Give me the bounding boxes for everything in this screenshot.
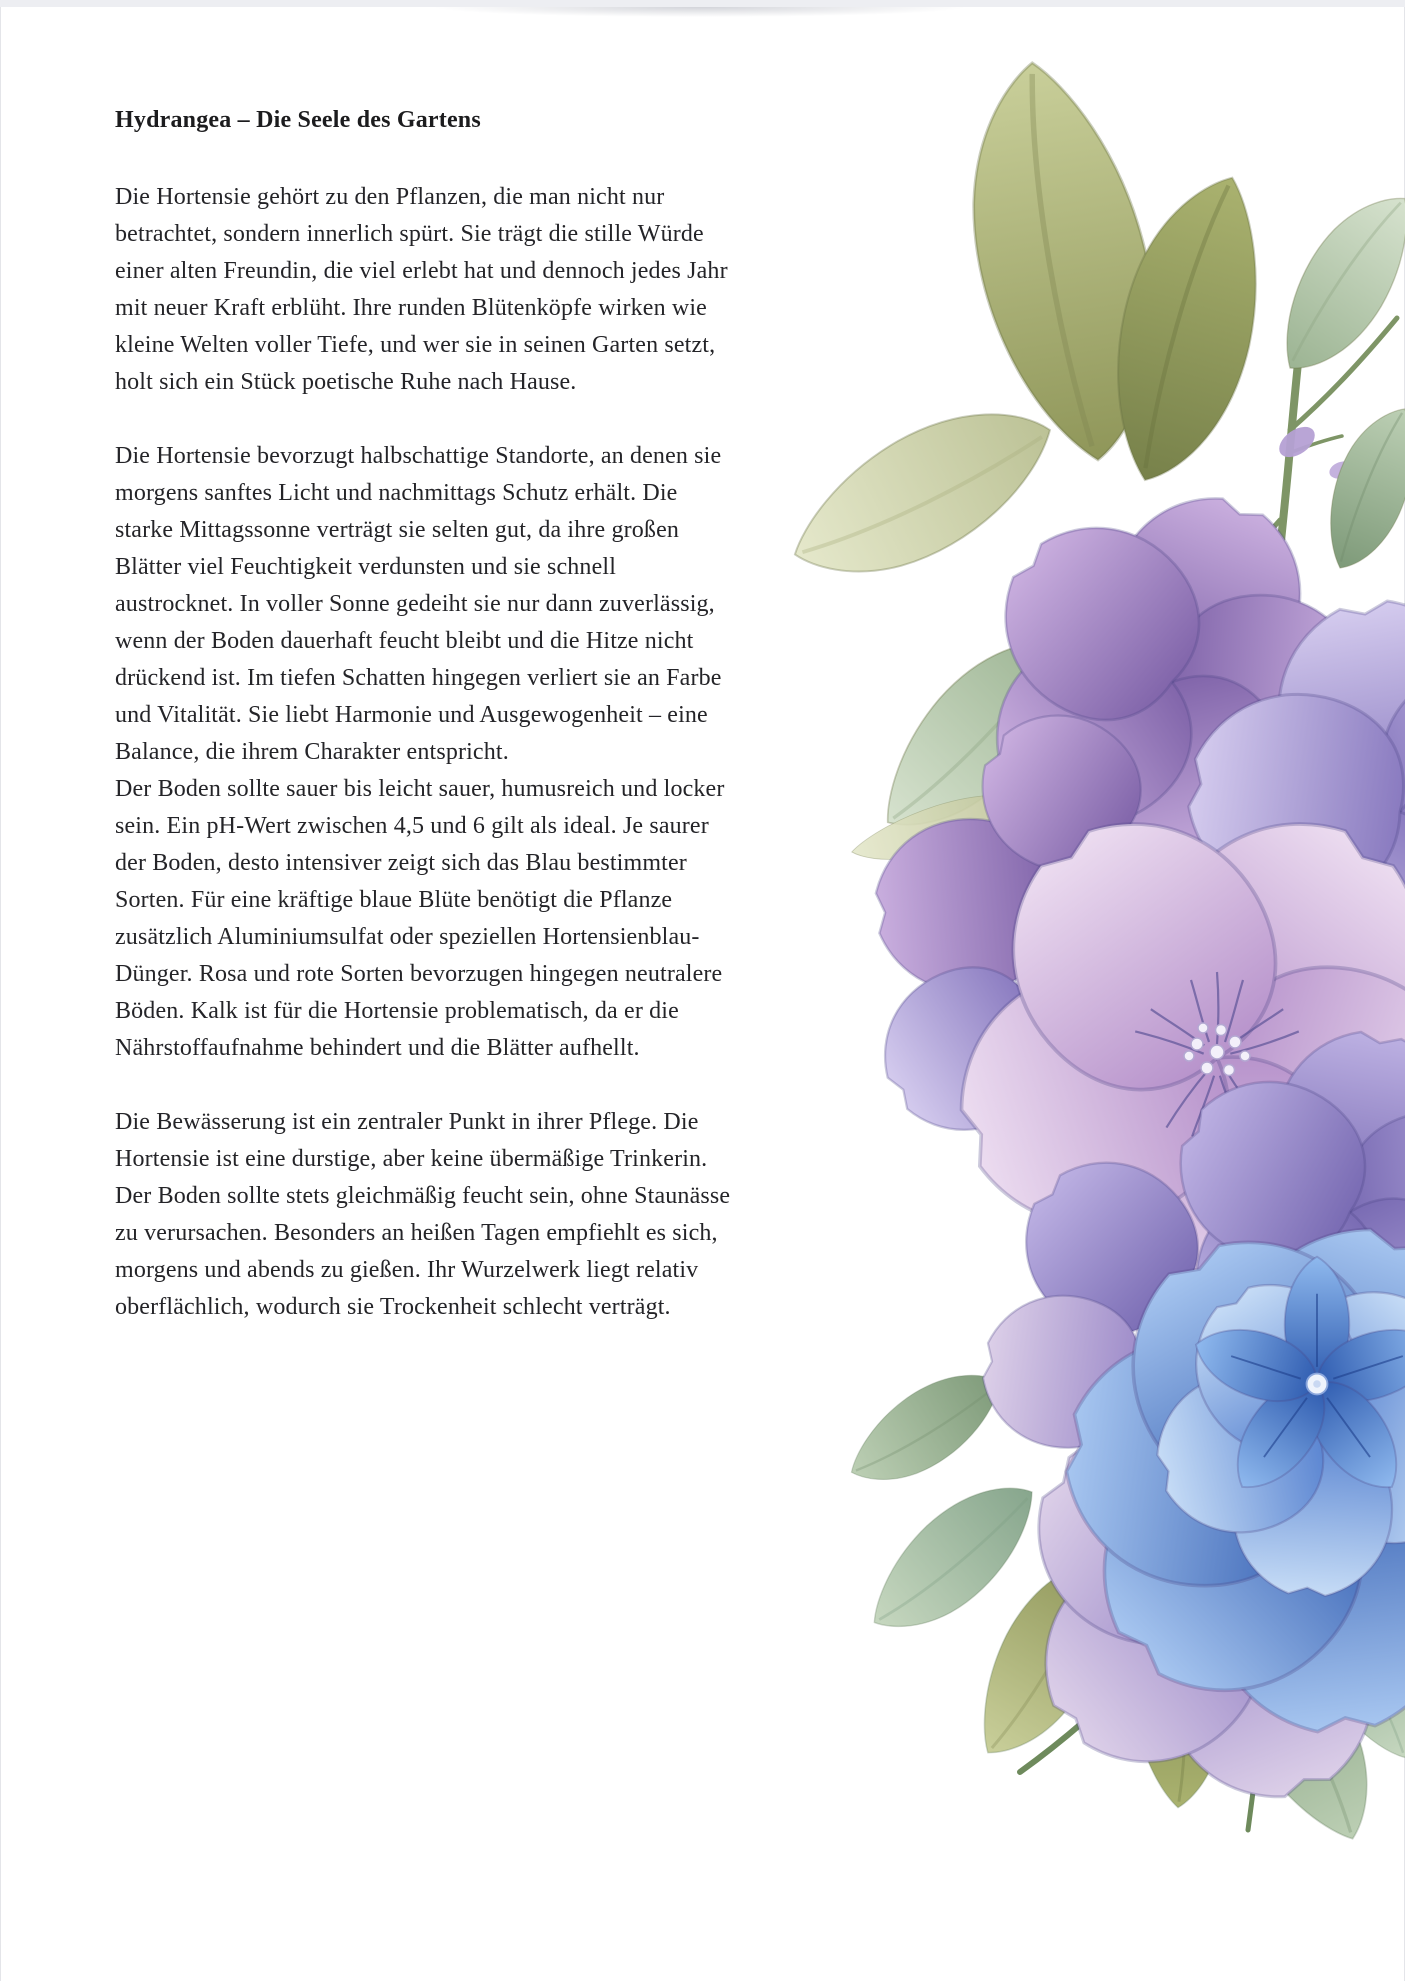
text-column	[115, 105, 737, 1326]
paragraph-bewaesserung: Die Bewässerung ist ein zentraler Punkt in ihrer Pflege. Die Hortensie ist eine durstige, aber keine übermäßige Trinkerin. Der Boden sollte stets gleichmäßig feucht sein, ohne Staunässe zu verursachen. Besonders an heißen Tagen empfiehlt es sich, morgens und abends zu gießen. Ihr Wurzelwerk liegt relativ oberflächlich, wodurch sie Trockenheit schlecht verträgt.	[115, 1109, 731, 1320]
hydrangea-illustration	[700, 0, 1405, 1981]
page-title: Hydrangea – Die Seele des Gartens	[115, 107, 481, 133]
paragraph-standort: Die Hortensie bevorzugt halbschattige Standorte, an denen sie morgens sanftes Licht und nachmittags Schutz erhält. Die starke Mittagssonne verträgt sie selten gut, da ihre großen Blätter viel Feuchtigkeit verdunsten und sie schnell austrocknet. In voller Sonne gedeiht sie nur dann zuverlässig, wenn der Boden dauerhaft feucht bleibt und die Hitze nicht drückend ist. Im tiefen Schatten hingegen verliert sie an Farbe und Vitalität. Sie liebt Harmonie und Ausgewogenheit – eine Balance, die ihrem Charakter entspricht.	[115, 443, 722, 765]
paragraph-boden: Der Boden sollte sauer bis leicht sauer, humusreich und locker sein. Ein pH-Wert zwischen 4,5 und 6 gilt als ideal. Je saurer der Boden, desto intensiver zeigt sich das Blau bestimmter Sorten. Für eine kräftige blaue Blüte benötigt die Pflanze zusätzlich Aluminiumsulfat oder speziellen Hortensienblau-Dünger. Rosa und rote Sorten bevorzugen hingegen neutralere Böden. Kalk ist für die Hortensie problematisch, da er die Nährstoffaufnahme behindert und die Blätter aufhellt.	[115, 776, 725, 1061]
paragraph-intro: Die Hortensie gehört zu den Pflanzen, die man nicht nur betrachtet, sondern innerlich spürt. Sie trägt die stille Würde einer alten Freundin, die viel erlebt hat und dennoch jedes Jahr mit neuer Kraft erblüht. Ihre runden Blütenköpfe wirken wie kleine Welten voller Tiefe, und wer sie in seinen Garten setzt, holt sich ein Stück poetische Ruhe nach Hause.	[115, 184, 728, 395]
